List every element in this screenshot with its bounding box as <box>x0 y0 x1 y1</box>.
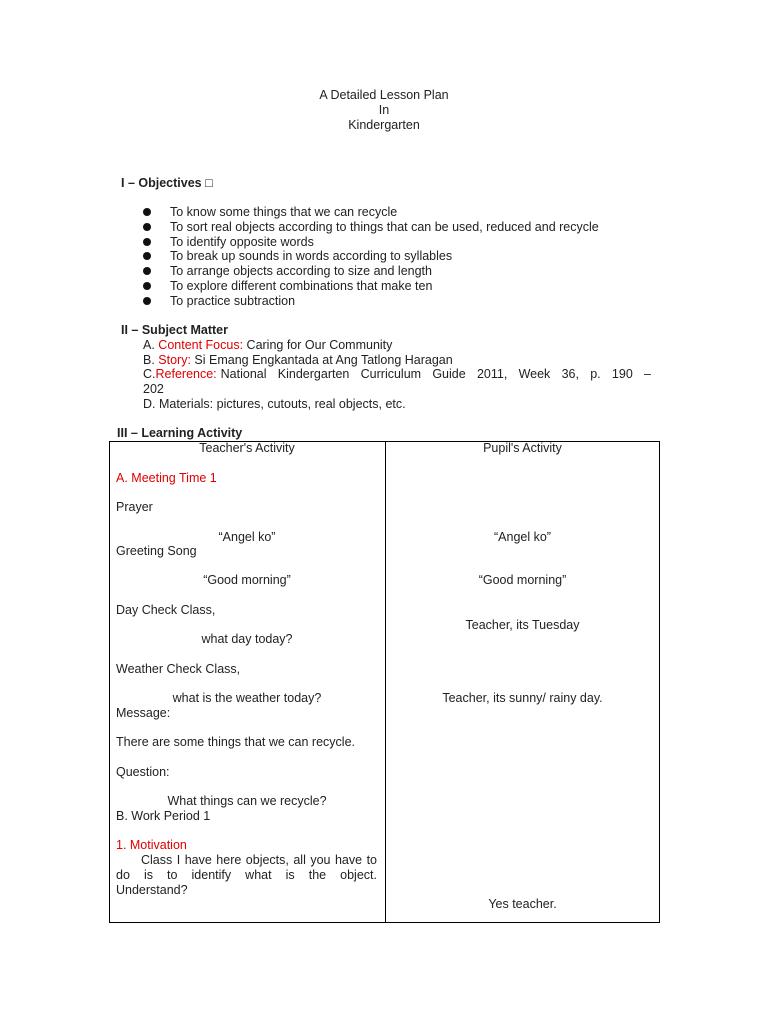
question-label: Question: <box>116 765 170 779</box>
objective-item: To practice subtraction <box>170 294 296 308</box>
content-focus-prefix: A. <box>143 338 159 352</box>
what-day-question: what day today? <box>201 632 293 646</box>
bullet-icon <box>143 238 151 246</box>
bullet-icon <box>143 208 151 216</box>
reference-label: Reference: <box>155 367 217 381</box>
objectives-heading: I – Objectives □ <box>121 176 213 190</box>
bullet-icon <box>143 223 151 231</box>
meeting-time-label: A. Meeting Time 1 <box>116 471 217 485</box>
message-text: There are some things that we can recycle. <box>116 735 356 749</box>
reference-prefix: C. <box>143 367 156 381</box>
content-focus-line <box>143 338 392 352</box>
weather-check-label: Weather Check Class, <box>116 662 241 676</box>
day-check-label: Day Check Class, <box>116 603 216 617</box>
subject-matter-heading: II – Subject Matter <box>121 323 228 337</box>
pupil-good-morning: “Good morning” <box>478 573 567 587</box>
bullet-icon <box>143 267 151 275</box>
objective-item: To identify opposite words <box>170 235 314 249</box>
reference-continued: 202 <box>143 382 164 396</box>
title-line-1: A Detailed Lesson Plan <box>319 88 449 102</box>
story-label: Story: <box>158 353 191 367</box>
motivation-label: 1. Motivation <box>116 838 187 852</box>
greeting-song-label: Greeting Song <box>116 544 197 558</box>
materials-line: D. Materials: pictures, cutouts, real objects, etc. <box>143 397 406 411</box>
objective-item: To arrange objects according to size and length <box>170 264 432 278</box>
objective-item: To know some things that we can recycle <box>170 205 398 219</box>
objective-item: To break up sounds in words according to syllables <box>170 249 453 263</box>
teacher-angel-ko: “Angel ko” <box>218 530 276 544</box>
bullet-icon <box>143 282 151 290</box>
title-line-3: Kindergarten <box>348 118 420 132</box>
learning-activity-heading: III – Learning Activity <box>117 426 243 440</box>
teacher-good-morning: “Good morning” <box>203 573 291 587</box>
content-focus-value: Caring for Our Community <box>243 338 393 352</box>
pupil-yes-teacher: Yes teacher. <box>488 897 557 911</box>
what-weather-question: what is the weather today? <box>172 691 322 705</box>
motivation-text: Class I have here objects, all you have to do is to identify what is the object. Understand? <box>116 853 377 897</box>
pupil-weather-answer: Teacher, its sunny/ rainy day. <box>442 691 603 705</box>
pupil-angel-ko: “Angel ko” <box>494 530 551 544</box>
bullet-icon <box>143 297 151 305</box>
objective-item: To explore different combinations that make ten <box>170 279 433 293</box>
reference-line <box>143 367 651 381</box>
title-line-2: In <box>378 103 390 117</box>
work-period-label: B. Work Period 1 <box>116 809 211 823</box>
message-label: Message: <box>116 706 171 720</box>
prayer-label: Prayer <box>116 500 153 514</box>
story-prefix: B. <box>143 353 159 367</box>
pupil-header: Pupil's Activity <box>483 441 562 455</box>
reference-value: National Kindergarten Curriculum Guide 2011, Week 36, p. 190 – <box>220 367 651 381</box>
bullet-icon <box>143 252 151 260</box>
story-line <box>143 353 453 367</box>
teacher-header: Teacher's Activity <box>199 441 295 455</box>
question-text: What things can we recycle? <box>167 794 327 808</box>
content-focus-label: Content Focus: <box>158 338 244 352</box>
table-divider <box>385 441 386 923</box>
objective-item: To sort real objects according to things that can be used, reduced and recycle <box>170 220 599 234</box>
story-value: Si Emang Engkantada at Ang Tatlong Haragan <box>190 353 453 367</box>
pupil-tuesday-answer: Teacher, its Tuesday <box>465 618 580 632</box>
